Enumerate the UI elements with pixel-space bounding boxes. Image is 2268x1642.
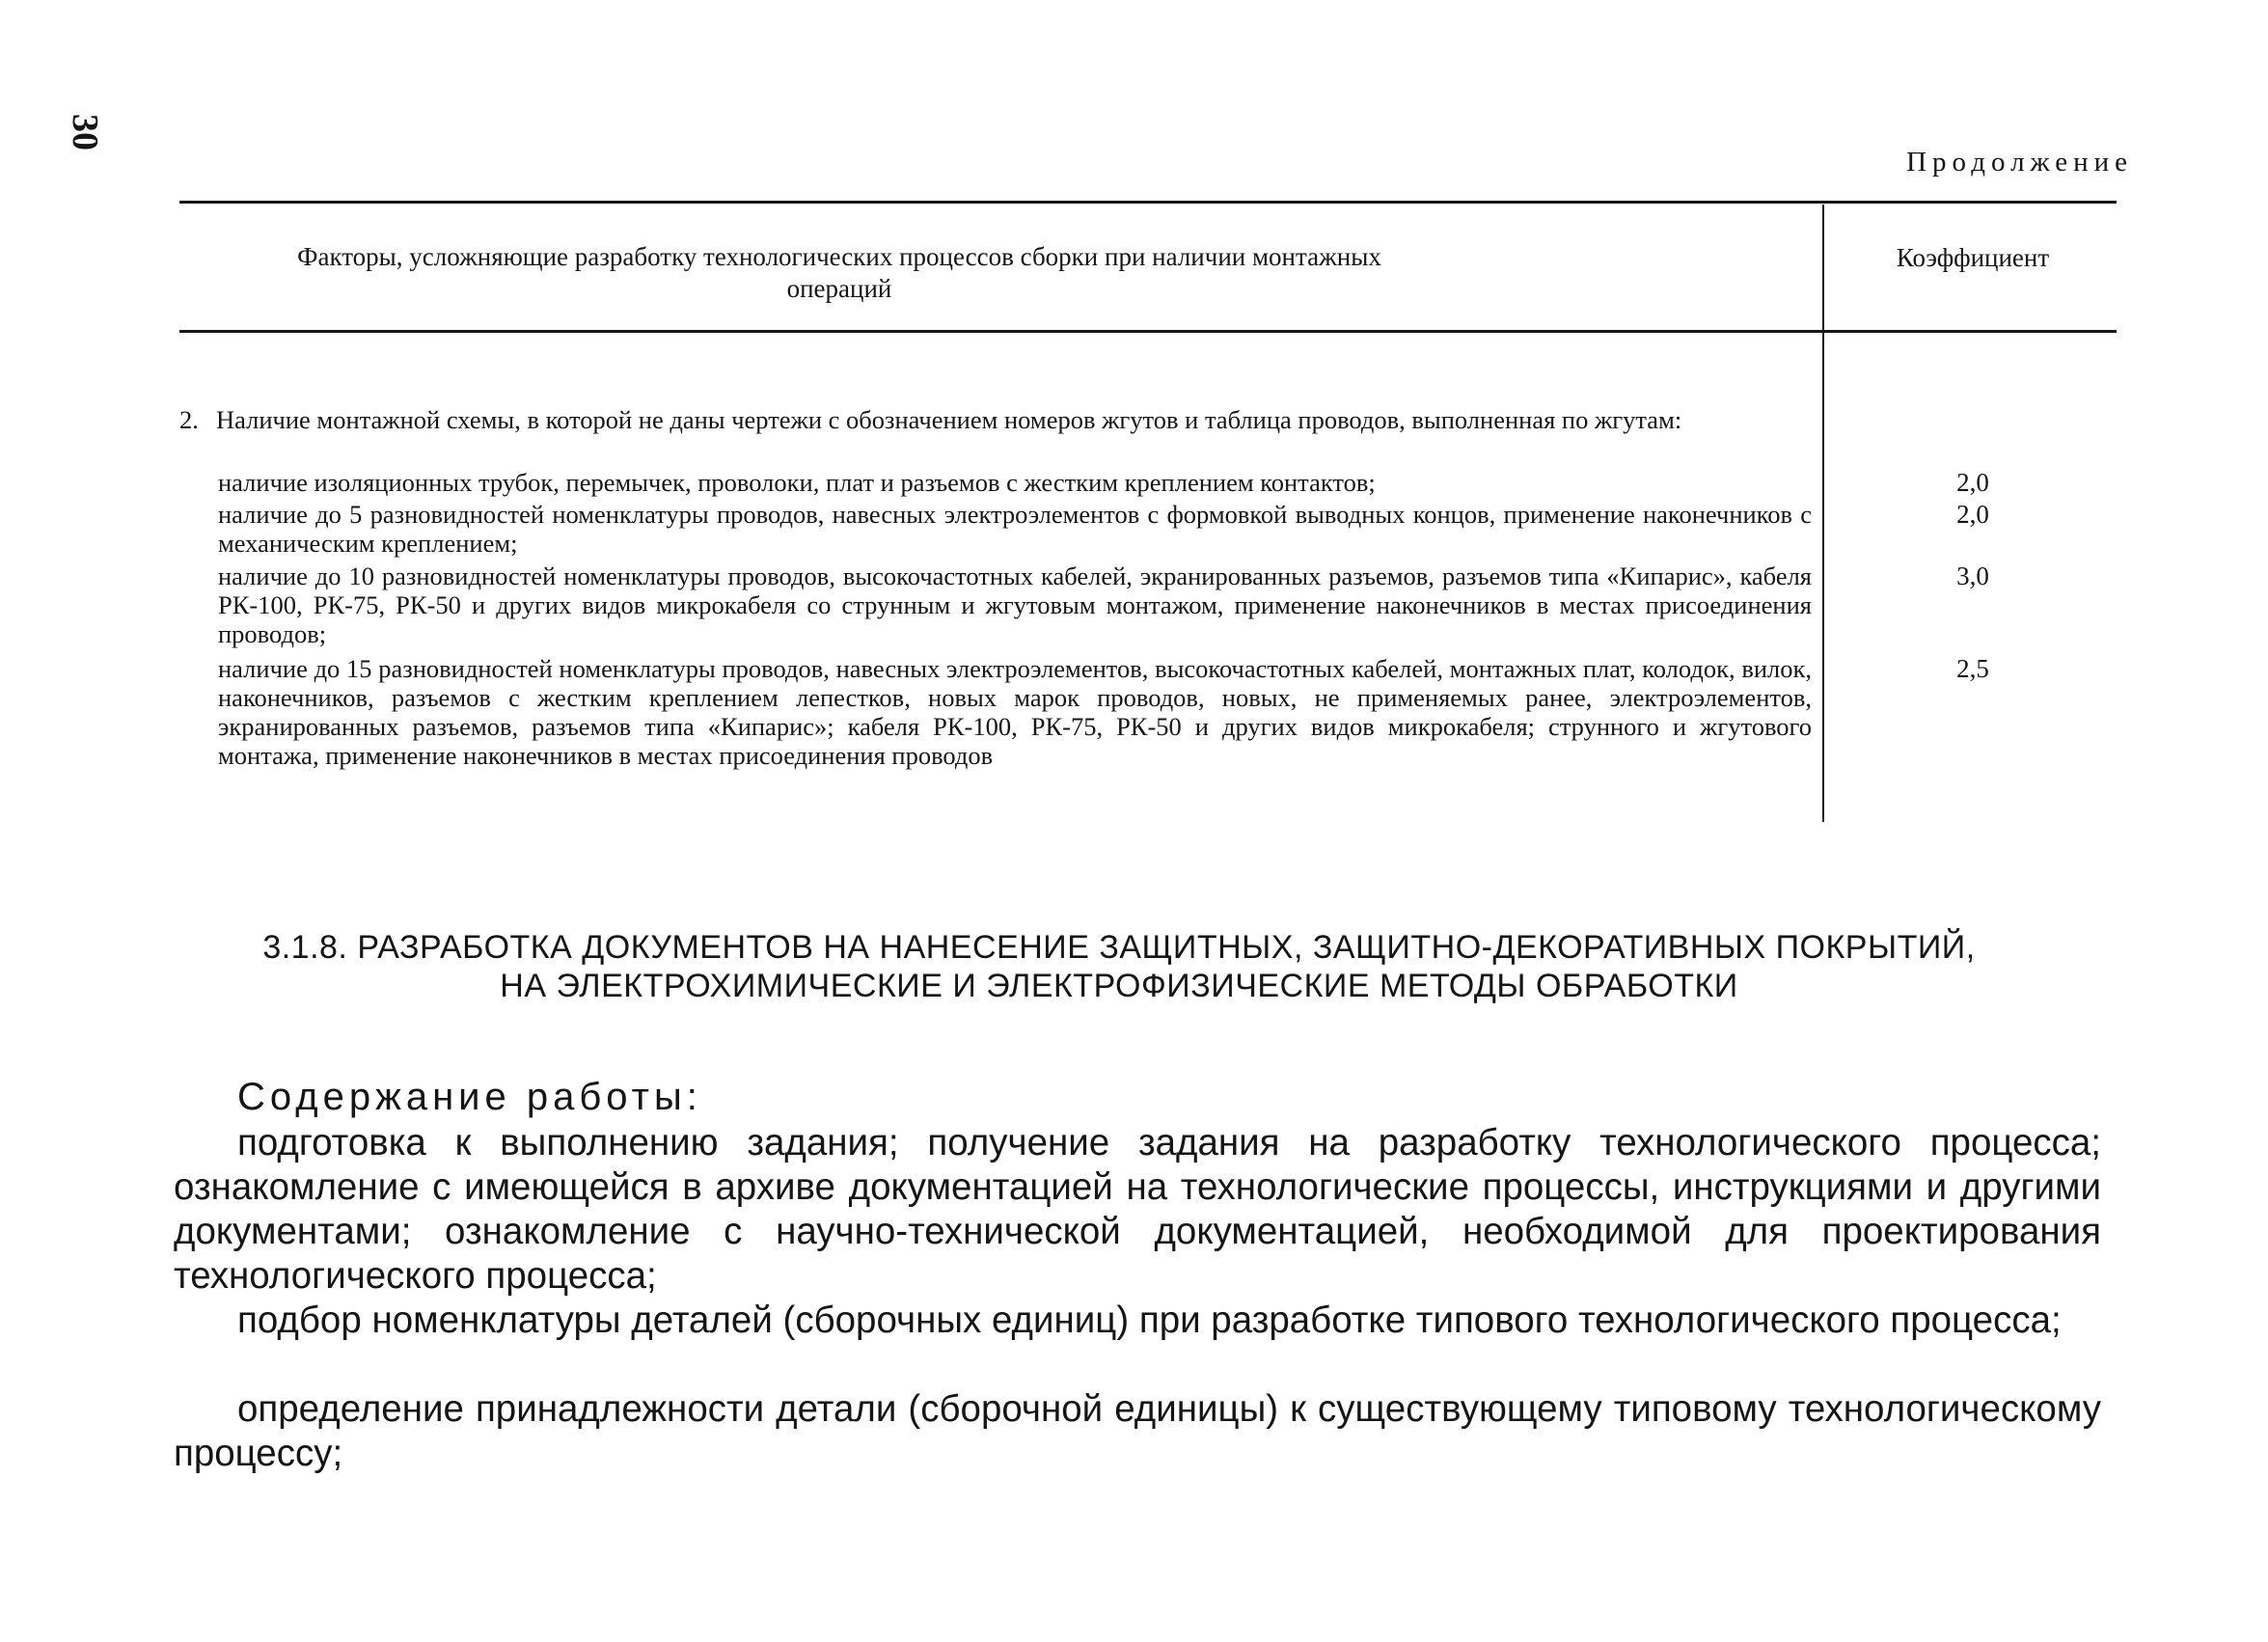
section-title-line: НА ЭЛЕКТРОХИМИЧЕСКИЕ И ЭЛЕКТРОФИЗИЧЕСКИЕ МЕТОДЫ ОБРАБОТКИ (500, 968, 1738, 1004)
table-subitem: наличие до 10 разновидностей номенклатуры проводов, высокочастотных кабелей, экранированных разъемов, разъемов типа «Кипарис», кабеля РК-100, РК-75, РК-50 и других видов микрокабеля со струнным и жгутовым монтажом, применение наконечников в местах присоединения проводов; (218, 561, 1812, 648)
table-header-factors: Факторы, усложняющие разработку технологических процессов сборки при наличии монтажных операций (297, 242, 1381, 303)
table-subitem: наличие изоляционных трубок, перемычек, проволоки, плат и разъемов с жестким креплением контактов; (218, 468, 1376, 497)
subitem-coefficient: 2,0 (1956, 500, 1989, 529)
item-number: 2. (179, 405, 199, 434)
table-header-coefficient: Коэффициент (1896, 243, 2050, 272)
continuation-label: Продолжение (1906, 147, 2133, 178)
item-text: Наличие монтажной схемы, в которой не даны чертежи с обозначением номеров жгутов и таблица проводов, выполненная по жгутам: (216, 405, 1682, 434)
table-subitem: наличие до 5 разновидностей номенклатуры проводов, навесных электроэлементов с формовкой выводных концов, применение наконечников с механическим креплением; (218, 500, 1812, 558)
body-paragraph: подбор номенклатуры деталей (сборочных единиц) при разработке типового технологического процесса; (237, 1300, 2062, 1341)
body-paragraph: определение принадлежности детали (сборочной единицы) к существующему типовому технологическому процессу; (174, 1388, 2101, 1474)
content-heading: Содержание работы: (237, 1076, 702, 1118)
section-title-line: 3.1.8. РАЗРАБОТКА ДОКУМЕНТОВ НА НАНЕСЕНИЕ ЗАЩИТНЫХ, ЗАЩИТНО-ДЕКОРАТИВНЫХ ПОКРЫТИЙ, (262, 929, 1976, 966)
page-number: 30 (65, 114, 105, 151)
table-column-divider (1822, 205, 1824, 822)
subitem-coefficient: 2,5 (1956, 654, 1989, 683)
subitem-coefficient: 3,0 (1956, 561, 1989, 590)
body-paragraph: подготовка к выполнению задания; получение задания на разработку технологического процесса; ознакомление с имеющейся в архиве документацией на технологические процессы, инструкциями и другими документами; ознакомление с научно-технической документацией, необходимой для проектирования технологического процесса; (174, 1122, 2101, 1297)
subitem-coefficient: 2,0 (1956, 468, 1989, 497)
table-header-rule (179, 330, 2117, 333)
table-item (179, 405, 1812, 434)
table-top-rule (179, 201, 2117, 204)
table-subitem: наличие до 15 разновидностей номенклатуры проводов, навесных электроэлементов, высокочастотных кабелей, монтажных плат, колодок, вилок, наконечников, разъемов с жестким креплением лепестков, новых марок проводов, новых, не применяемых ранее, электроэлементов, экранированных разъемов, разъемов типа «Кипарис»; кабеля РК-100, РК-75, РК-50 и других видов микрокабеля; струнного и жгутового монтажа, применение наконечников в местах присоединения проводов (218, 654, 1812, 770)
section-title (174, 928, 2064, 1005)
